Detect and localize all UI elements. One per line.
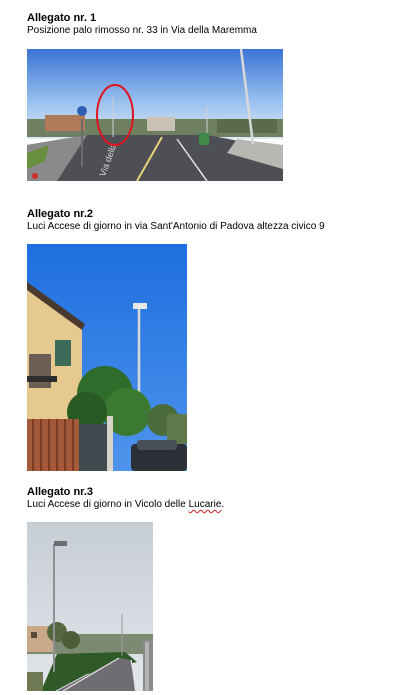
street-sign-text: Via della: [97, 141, 119, 178]
attachment-1-photo: [27, 49, 283, 181]
attachment-3-caption: [27, 499, 224, 511]
attachment-3-caption-prefix: Luci Accese di giorno in Vicolo delle: [27, 499, 189, 510]
attachment-2-heading: Allegato nr.2: [27, 208, 94, 220]
attachment-2-caption: Luci Accese di giorno in via Sant'Antonio di Padova altezza civico 9: [27, 221, 325, 232]
attachment-1-heading: Allegato nr. 1: [27, 12, 97, 24]
attachment-3-photo: [27, 522, 153, 691]
attachment-3-caption-misspelled-word: Lucarie: [188, 499, 222, 510]
attachment-3-caption-suffix: .: [221, 499, 225, 510]
attachment-3-heading: Allegato nr.3: [27, 486, 94, 498]
attachment-1-caption: Posizione palo rimosso nr. 33 in Via della Maremma: [27, 25, 257, 36]
attachment-2-photo: [27, 244, 187, 471]
